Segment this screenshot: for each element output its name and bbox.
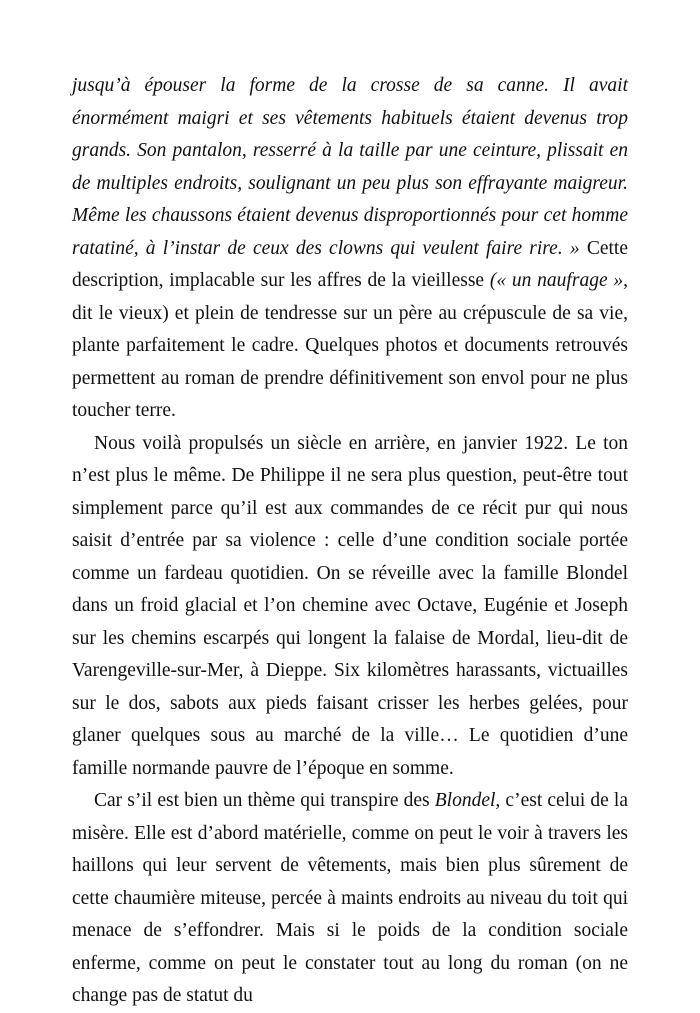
paragraph-misery — [72, 785, 628, 1013]
document-page — [72, 70, 628, 1013]
paragraph-misery-intro: Car s’il est bien un thème qui transpire des — [94, 790, 435, 811]
quoted-passage: jusqu’à épouser la forme de la crosse de sa canne. Il avait énormément maigri et ses vêtements habituels étaient devenus trop grands. Son pantalon, resserré à la taille par une ceinture, plissait en de multiples endroits, soulignant un peu plus son effrayante maigreur. Même les chaussons étaient devenus disproportionnés pour cet homme ratatiné, à l’instar de ceux des clowns qui veulent faire rire. » — [72, 75, 628, 259]
commentary-continuation: , dit le vieux) et plein de tendresse sur un père au crépuscule de sa vie, plante parfaitement le cadre. Quelques photos et documents retrouvés permettent au roman de prendre définitivement son envol pour ne plus toucher terre. — [72, 270, 628, 421]
commentary-text: Cette description, implacable sur les affres de la vieillesse — [72, 237, 628, 291]
italic-aside: (« un naufrage » — [489, 270, 624, 291]
paragraph-misery-body: c’est celui de la misère. Elle est d’abord matérielle, comme on peut le voir à travers les haillons qui leur servent de vêtements, mais bien plus sûrement de cette chaumière miteuse, percée à maints endroits au niveau du toit qui menace de s’effondrer. Mais si le poids de la condition sociale enferme, comme on peut le constater tout au long du roman (on ne change pas de statut du — [72, 790, 628, 1006]
book-title: Blondel, — [434, 790, 501, 811]
paragraph-1922: Nous voilà propulsés un siècle en arrière, en janvier 1922. Le ton n’est plus le même. De Philippe il ne sera plus question, peut-être tout simplement parce qu’il est aux commandes de ce récit pur qui nous saisit d’entrée par sa violence : celle d’une condition sociale portée comme un fardeau quotidien. On se réveille avec la famille Blondel dans un froid glacial et l’on chemine avec Octave, Eugénie et Joseph sur les chemins escarpés qui longent la falaise de Mordal, lieu-dit de Varengeville-sur-Mer, à Dieppe. Six kilomètres harassants, victuailles sur le dos, sabots aux pieds faisant crisser les herbes gelées, pour glaner quelques sous au marché de la ville… Le quotidien d’une famille normande pauvre de l’époque en somme. — [72, 432, 628, 779]
paragraph-quote-ending — [72, 70, 628, 428]
